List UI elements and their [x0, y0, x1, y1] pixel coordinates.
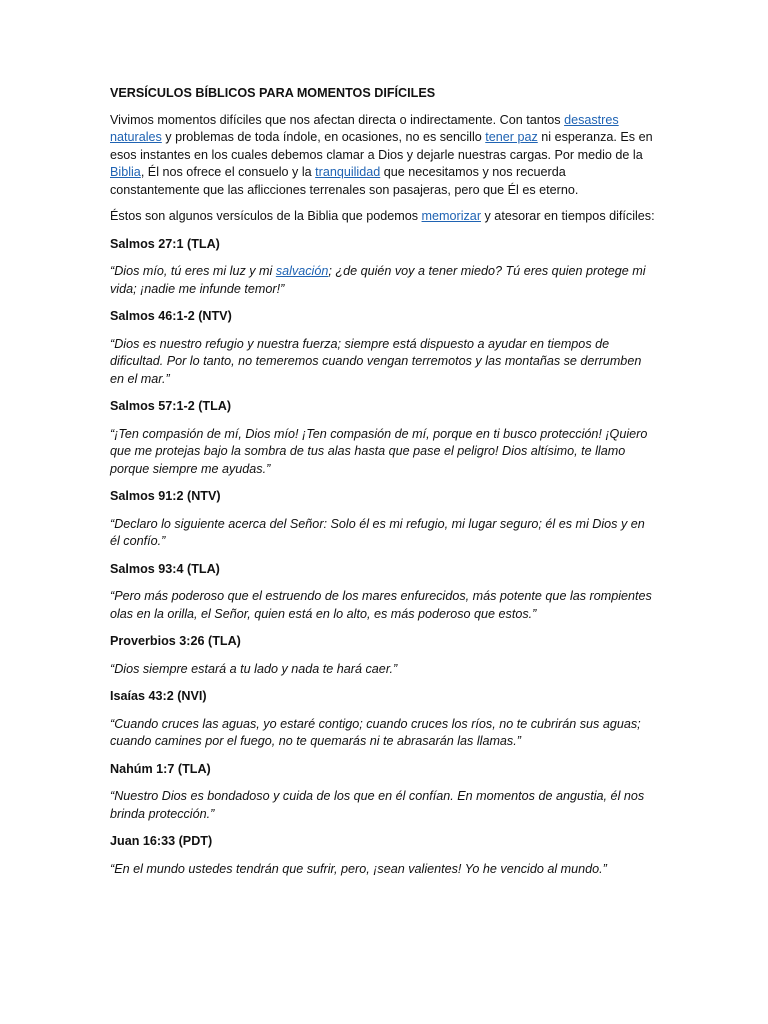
verse-reference: Proverbios 3:26 (TLA) [110, 634, 241, 648]
verse-reference: Salmos 57:1-2 (TLA) [110, 399, 232, 413]
intro-text-1: Vivimos momentos difíciles que nos afectan directa o indirectamente. Con tantos [110, 112, 565, 127]
verse-text [110, 263, 658, 298]
link-salvacion[interactable]: salvación [275, 264, 329, 278]
verse-text: “Pero más poderoso que el estruendo de los mares enfurecidos, más potente que las rompientes olas en la orilla, el Señor, quien está en lo alto, es más poderoso que estos.” [110, 589, 652, 621]
link-biblia[interactable]: Biblia [110, 165, 141, 179]
link-desastres-naturales[interactable]: desastres naturales [110, 112, 619, 144]
verse-text: “¡Ten compasión de mí, Dios mío! ¡Ten compasión de mí, porque en ti busco protección! ¡Quiero que me protejas bajo la sombra de tus alas hasta que pase el peligro! Dios altísimo, te llamo porque siempre me ayudas.” [110, 426, 648, 476]
verse-reference: Nahúm 1:7 (TLA) [110, 761, 211, 776]
verse-reference: Isaías 43:2 (NVI) [110, 689, 207, 703]
verse-text: “Dios siempre estará a tu lado y nada te hará caer.” [110, 661, 398, 676]
verse-reference: Salmos 91:2 (NTV) [110, 489, 221, 503]
intro-paragraph [110, 112, 658, 200]
verse-reference: Salmos 93:4 (TLA) [110, 561, 220, 576]
verse-text-part: ; ¿de quién voy a tener miedo? Tú eres quien protege mi vida; ¡nadie me infunde temor!” [110, 264, 646, 296]
verse-text: “Nuestro Dios es bondadoso y cuida de los que en él confían. En momentos de angustia, él nos brinda protección.” [110, 789, 645, 821]
intro-text-2: y problemas de toda índole, en ocasiones, no es sencillo [161, 130, 486, 144]
verse-text: “Cuando cruces las aguas, yo estaré contigo; cuando cruces los ríos, no te cubrirán sus aguas; cuando camines por el fuego, no te quemarás ni te abrasarán las llamas.” [110, 716, 641, 748]
verse-text: “En el mundo ustedes tendrán que sufrir, pero, ¡sean valientes! Yo he vencido al mundo.” [110, 861, 607, 876]
intro2-text-1: Éstos son algunos versículos de la Biblia que podemos [110, 209, 422, 223]
intro2-text-2: y atesorar en tiempos difíciles: [481, 209, 655, 223]
intro-text-4: , Él nos ofrece el consuelo y la [140, 165, 316, 179]
document-title: VERSÍCULOS BÍBLICOS PARA MOMENTOS DIFÍCILES [110, 86, 436, 100]
intro-text-5: que necesitamos y nos recuerda constantemente que las aflicciones terrenales son pasajeras, pero que Él es eterno. [110, 165, 579, 197]
intro-text-3: ni esperanza. Es en esos instantes en los cuales debemos clamar a Dios y dejarle nuestras cargas. Por medio de la [110, 130, 653, 162]
verse-reference: Salmos 46:1-2 (NTV) [110, 309, 232, 323]
verse-text-part: “Dios mío, tú eres mi luz y mi [110, 264, 276, 278]
link-tranquilidad[interactable]: tranquilidad [315, 165, 381, 179]
link-memorizar[interactable]: memorizar [421, 209, 482, 223]
verse-reference: Salmos 27:1 (TLA) [110, 236, 220, 251]
verse-text: “Dios es nuestro refugio y nuestra fuerza; siempre está dispuesto a ayudar en tiempos de dificultad. Por lo tanto, no temeremos cuando vengan terremotos y las montañas se derrumben en el mar.” [110, 336, 642, 386]
intro-paragraph-2 [110, 208, 658, 226]
link-tener-paz[interactable]: tener paz [485, 130, 538, 144]
verse-reference: Juan 16:33 (PDT) [110, 834, 213, 848]
document-page [110, 85, 658, 888]
verse-text: “Declaro lo siguiente acerca del Señor: Solo él es mi refugio, mi lugar seguro; él es mi Dios y en él confío.” [110, 516, 645, 548]
